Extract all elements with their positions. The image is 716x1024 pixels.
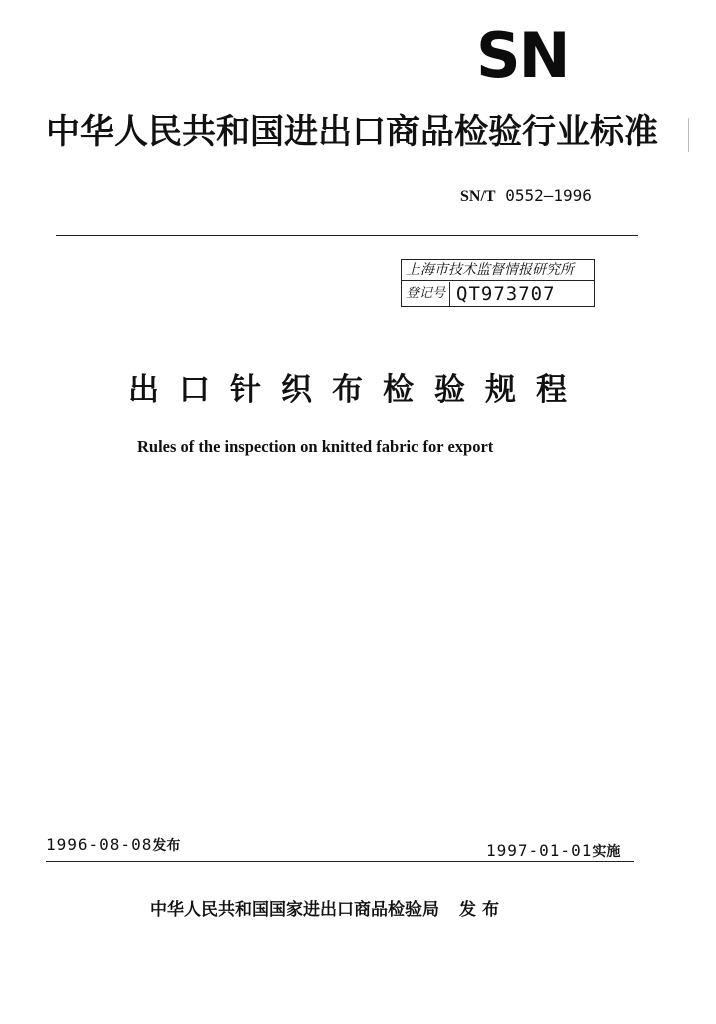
stamp-institute: 上海市技术监督情报研究所 (402, 260, 594, 281)
issue-date-value: 1996-08-08 (46, 835, 153, 854)
bottom-divider (46, 861, 634, 862)
impl-label: 实施 (592, 844, 621, 860)
issuing-authority (150, 898, 570, 922)
standard-prefix: SN/T (460, 188, 496, 205)
stamp-reg-value: QT973707 (456, 283, 556, 305)
standard-number (460, 186, 640, 207)
issue-label: 发布 (152, 838, 181, 854)
top-divider (56, 235, 638, 236)
scan-edge-mark (688, 118, 689, 152)
implementation-date (486, 840, 646, 863)
stamp-registration-row (402, 282, 594, 306)
stamp-reg-label: 登记号 (402, 282, 450, 306)
org-title: 中华人民共和国进出口商品检验行业标准 (46, 112, 658, 152)
document-title-cn: 出口针织布检验规程 (128, 372, 587, 408)
issuer-name: 中华人民共和国国家进出口商品检验局 (150, 900, 439, 920)
standard-code: 0552—1996 (505, 186, 592, 205)
issuer-action: 发布 (459, 900, 505, 920)
issue-date (46, 834, 246, 857)
registration-stamp (401, 259, 595, 307)
document-title-en: Rules of the inspection on knitted fabric for export (137, 437, 494, 456)
impl-date-value: 1997-01-01 (486, 841, 593, 860)
sn-logo: SN (476, 19, 569, 92)
